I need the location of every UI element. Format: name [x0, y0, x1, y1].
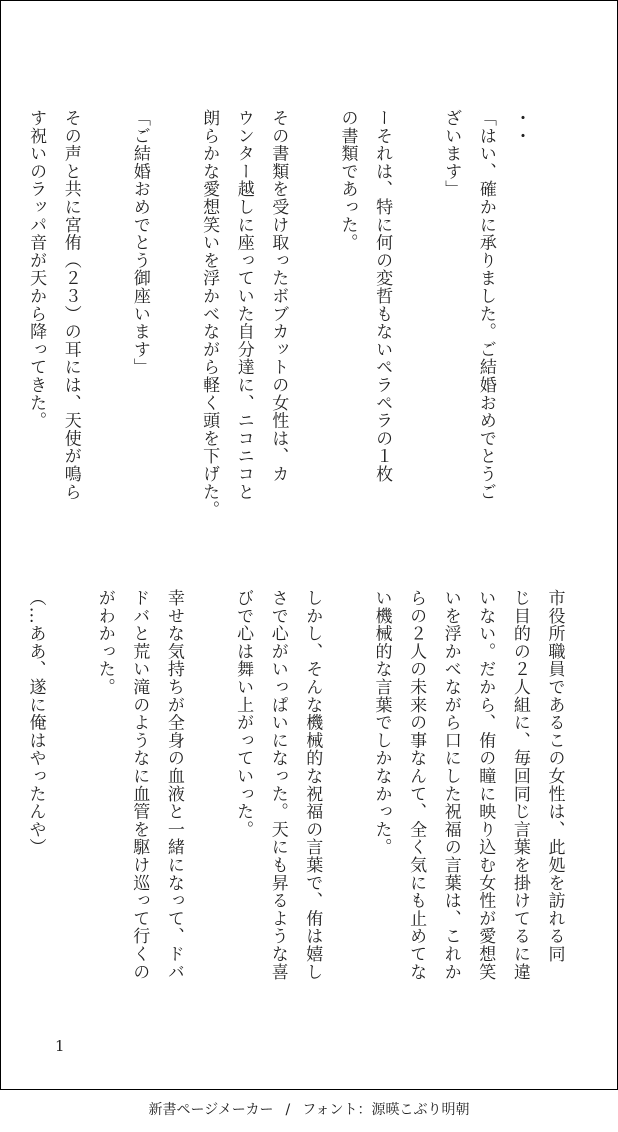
footer-separator: / — [285, 1102, 291, 1118]
text-line: 「ご結婚おめでとう御座います」 — [129, 109, 150, 376]
text-line: その声と共に宮侑（２３）の耳には、天使が鳴ら — [60, 109, 81, 501]
text-line: その書類を受け取ったボブカットの女性は、カ — [268, 109, 289, 483]
text-line: の書類であった。 — [337, 109, 358, 252]
text-line: 朗らかな愛想笑いを浮かべながら軽く頭を下げた。 — [199, 109, 220, 519]
text-line: 「はい、確かに承りました。ご結婚おめでとうご — [475, 109, 496, 501]
text-line: さで心がいっぱいになった。天にも昇るような喜 — [267, 589, 288, 981]
text-line: しかし、そんな機械的な祝福の言葉で、侑は嬉し — [302, 589, 323, 981]
footer-app-name: 新書ページメーカー — [148, 1102, 274, 1118]
footer-font-name: フォント：源暎こぶり明朝 — [302, 1102, 470, 1118]
text-line: がわかった。 — [94, 589, 115, 696]
page-number: 1 — [55, 1037, 65, 1055]
text-line: 市役所職員であるこの女性は、此処を訪れる同 — [544, 589, 565, 963]
text-line: 幸せな気持ちが全身の血液と一緒になって、ドバ — [163, 589, 184, 981]
text-line: びで心は舞い上がっていった。 — [233, 589, 254, 839]
footer-credit — [0, 1100, 618, 1120]
text-line: （…ああ、遂に俺はやったんや） — [25, 589, 46, 856]
text-line: いを浮かべながら口にした祝福の言葉は、これか — [440, 589, 461, 981]
text-line: ドバと荒い滝のようなに血管を駆け巡って行くの — [129, 589, 150, 981]
text-line: ーそれは、特に何の変哲もないペラペラの１枚 — [372, 109, 393, 483]
text-line: らの２人の未来の事なんて、全く気にも止めてな — [406, 589, 427, 981]
text-line: い機械的な言葉でしかなかった。 — [371, 589, 392, 856]
text-line: いない。だから、侑の瞳に映り込む女性が愛想笑 — [475, 589, 496, 981]
text-line: す祝いのラッパ音が天から降ってきた。 — [26, 109, 47, 430]
text-line: ウンター越しに座っていた自分達に、ニコニコと — [233, 109, 254, 501]
text-line: じ目的の２人組に、毎回同じ言葉を掛けてるに違 — [509, 589, 530, 981]
text-line: ざいます」 — [441, 109, 462, 198]
text-line: ・・ — [510, 109, 531, 145]
